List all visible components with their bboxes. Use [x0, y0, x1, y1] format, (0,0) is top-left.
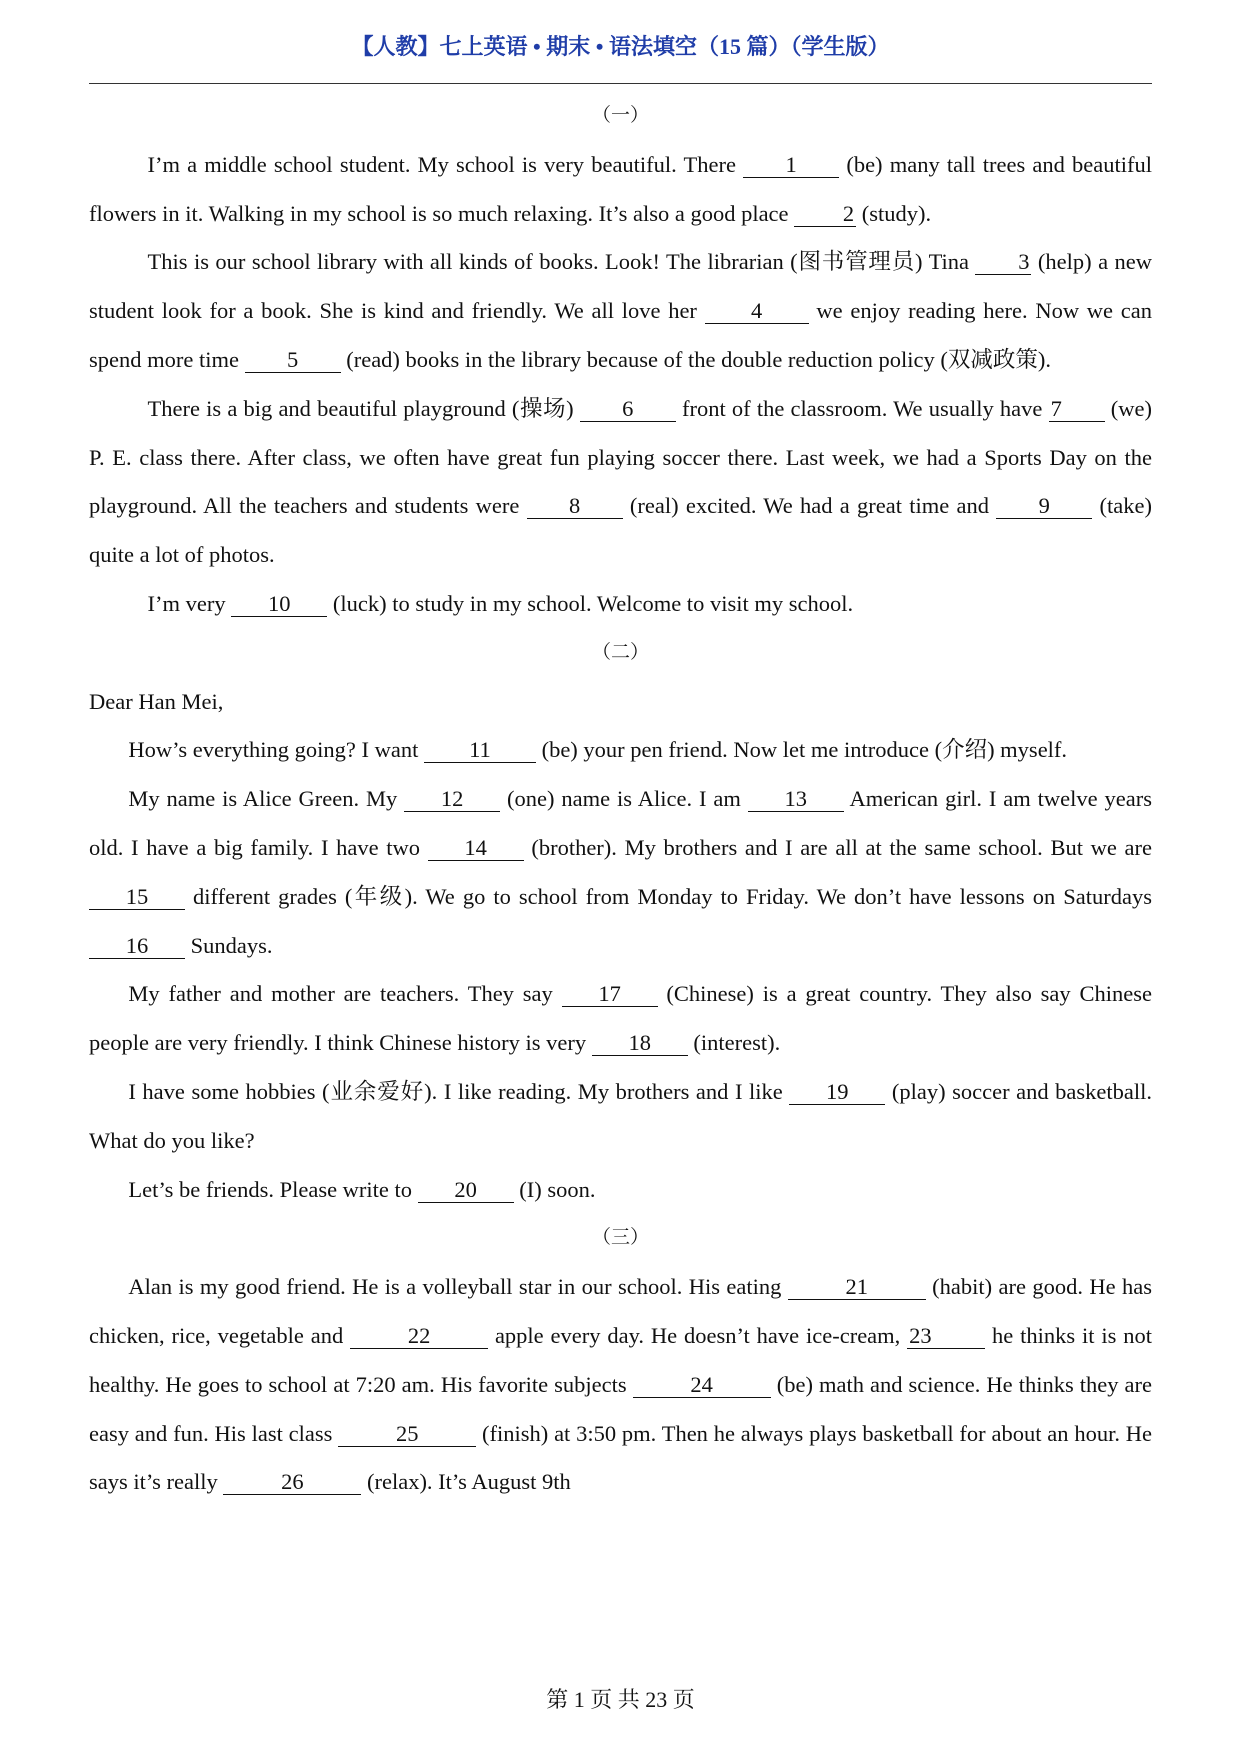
- blank-3[interactable]: 3: [975, 250, 1031, 275]
- section-title-2: （二）: [591, 641, 649, 663]
- section-title-1: （一）: [591, 105, 649, 126]
- passage-1-paragraph-3: There is a big and beautiful playground (操场) 6 front of the classroom. We usually have 7 (we) P. E. class there. After class, we often have great fun playing soccer there. Last week, we had a Sports Day on the playground. All the teachers and students were 8 (real) excited. We had a great time and 9 (take) quite a lot of photos.: [89, 395, 1152, 568]
- passage-1-paragraph-2: This is our school library with all kinds of books. Look! The librarian (图书管理员) Tina 3 (help) a new student look for a book. She is kind and friendly. We all love her 4 we enjoy reading here. Now we can spend more time 5 (read) books in the library because of the double reduction policy (双减政策).: [89, 249, 1152, 372]
- blank-26[interactable]: 26: [223, 1470, 361, 1495]
- passage-2-paragraph-5: Let’s be friends. Please write to 20 (I) soon.: [128, 1176, 596, 1202]
- passage-2-paragraph-3: My father and mother are teachers. They say 17 (Chinese) is a great country. They also say Chinese people are very friendly. I think Chinese history is very 18 (interest).: [89, 981, 1152, 1056]
- blank-1[interactable]: 1: [743, 153, 839, 178]
- blank-7[interactable]: 7: [1049, 397, 1105, 422]
- passage-2-paragraph-1: How’s everything going? I want 11 (be) your pen friend. Now let me introduce (介绍) myself.: [128, 737, 1068, 763]
- page-footer: 第 1 页 共 23 页: [546, 1687, 695, 1712]
- passage-2-paragraph-2: My name is Alice Green. My 12 (one) name is Alice. I am 13 American girl. I am twelve years old. I have a big family. I have two 14 (brother). My brothers and I are all at the same school. But we are 15 different grades (年级). We go to school from Monday to Friday. We don’t have lessons on Saturdays 16 Sundays.: [89, 786, 1152, 958]
- blank-6[interactable]: 6: [580, 397, 676, 422]
- blank-16[interactable]: 16: [89, 934, 185, 959]
- blank-22[interactable]: 22: [350, 1324, 488, 1349]
- blank-8[interactable]: 8: [527, 494, 623, 519]
- blank-18[interactable]: 18: [592, 1031, 688, 1056]
- blank-20[interactable]: 20: [418, 1178, 514, 1203]
- document-body: [89, 92, 1152, 1507]
- blank-9[interactable]: 9: [996, 494, 1092, 519]
- blank-15[interactable]: 15: [89, 885, 185, 910]
- blank-11[interactable]: 11: [424, 738, 536, 763]
- blank-12[interactable]: 12: [404, 787, 500, 812]
- page-header: 【人教】七上英语 • 期末 • 语法填空（15 篇）（学生版）: [351, 34, 890, 59]
- section-title-3: （三）: [591, 1227, 649, 1249]
- blank-25[interactable]: 25: [338, 1422, 476, 1447]
- blank-23[interactable]: 23: [907, 1324, 985, 1349]
- blank-24[interactable]: 24: [633, 1373, 771, 1398]
- blank-5[interactable]: 5: [245, 348, 341, 373]
- blank-13[interactable]: 13: [748, 787, 844, 812]
- passage-1-paragraph-1: I’m a middle school student. My school is very beautiful. There 1 (be) many tall trees and beautiful flowers in it. Walking in my school is so much relaxing. It’s also a good place 2 (study).: [89, 151, 1152, 226]
- blank-14[interactable]: 14: [428, 836, 524, 861]
- header-divider: [89, 83, 1152, 84]
- blank-2[interactable]: 2: [794, 202, 856, 227]
- letter-greeting: Dear Han Mei,: [89, 688, 224, 714]
- blank-10[interactable]: 10: [231, 592, 327, 617]
- passage-3-paragraph-1: Alan is my good friend. He is a volleyball star in our school. His eating 21 (habit) are good. He has chicken, rice, vegetable and 22 apple every day. He doesn’t have ice-cream, 23 he thinks it is not healthy. He goes to school at 7:20 am. His favorite subjects 24 (be) math and science. He thinks they are easy and fun. His last class 25 (finish) at 3:50 pm. Then he always plays basketball for about an hour. He says it’s really 26 (relax). It’s August 9th: [89, 1274, 1153, 1495]
- passage-2-paragraph-4: I have some hobbies (业余爱好). I like reading. My brothers and I like 19 (play) soccer and basketball. What do you like?: [89, 1078, 1153, 1153]
- blank-17[interactable]: 17: [562, 982, 658, 1007]
- blank-19[interactable]: 19: [789, 1080, 885, 1105]
- blank-4[interactable]: 4: [705, 299, 809, 324]
- passage-1-paragraph-4: I’m very 10 (luck) to study in my school. Welcome to visit my school.: [147, 590, 854, 616]
- blank-21[interactable]: 21: [788, 1275, 926, 1300]
